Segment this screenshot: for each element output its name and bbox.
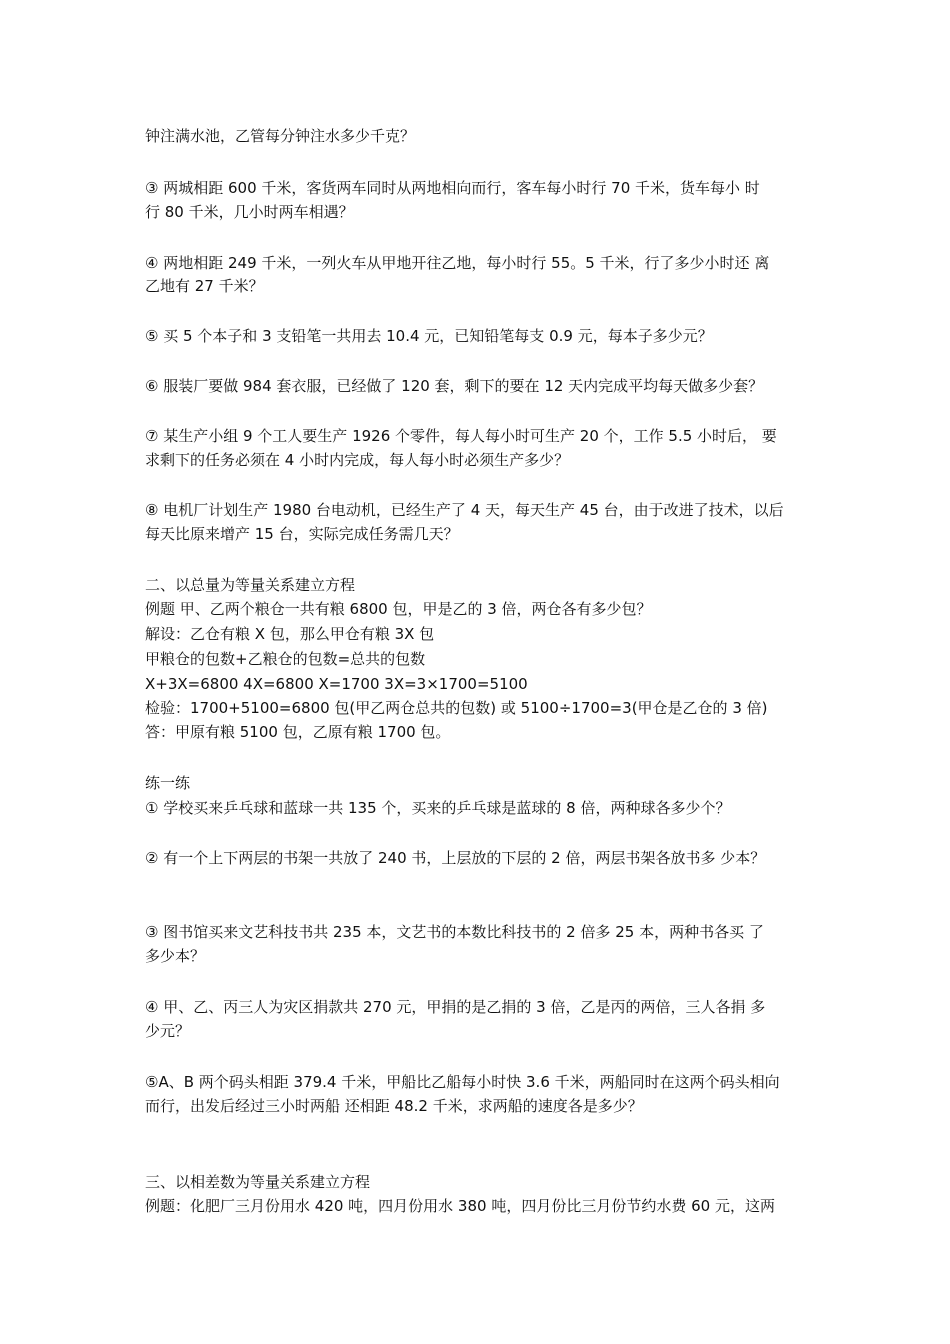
text-line: 求剩下的任务必须在 4 小时内完成，每人每小时必须生产多少？ bbox=[145, 451, 570, 469]
text-line: 多少本？ bbox=[145, 947, 206, 965]
section-heading: 二、以总量为等量关系建立方程 bbox=[145, 576, 356, 594]
text-line: ⑤ 买 5 个本子和 3 支铅笔一共用去 10.4 元，已知铅笔每支 0.9 元，每本子多少元？ bbox=[145, 327, 713, 345]
text-line: ② 有一个上下两层的书架一共放了 240 书，上层放的下层的 2 倍，两层书架各放书多 少本？ bbox=[145, 849, 766, 867]
text-line: 甲粮仓的包数+乙粮仓的包数=总共的包数 bbox=[145, 650, 426, 668]
text-line: ① 学校买来乒乓球和蓝球一共 135 个，买来的乒乓球是蓝球的 8 倍，两种球各多少个？ bbox=[145, 799, 731, 817]
text-line: ⑥ 服装厂要做 984 套衣服，已经做了 120 套，剩下的要在 12 天内完成平均每天做多少套？ bbox=[145, 377, 764, 395]
text-line: 钟注满水池，乙管每分钟注水多少千克？ bbox=[145, 127, 416, 145]
text-line: ⑤A、B 两个码头相距 379.4 千米，甲船比乙船每小时快 3.6 千米，两船同时在这两个码头相向 bbox=[145, 1073, 780, 1091]
text-line: 每天比原来增产 15 台，实际完成任务需几天？ bbox=[145, 525, 459, 543]
text-line: 而行，出发后经过三小时两船 还相距 48.2 千米，求两船的速度各是多少？ bbox=[145, 1097, 643, 1115]
text-line: 少元？ bbox=[145, 1022, 191, 1040]
text-line: 检验：1700+5100=6800 包(甲乙两仓总共的包数) 或 5100÷1700=3(甲仓是乙仓的 3 倍) bbox=[145, 699, 768, 717]
text-line: ③ 两城相距 600 千米，客货两车同时从两地相向而行，客车每小时行 70 千米，货车每小 时 bbox=[145, 179, 760, 197]
text-line: ④ 两地相距 249 千米，一列火车从甲地开往乙地，每小时行 55。5 千米，行了多少小时还 离 bbox=[145, 254, 770, 272]
section-heading: 三、以相差数为等量关系建立方程 bbox=[145, 1173, 371, 1191]
equation-line: X+3X=6800 4X=6800 X=1700 3X=3×1700=5100 bbox=[145, 675, 528, 693]
text-line: 乙地有 27 千米？ bbox=[145, 277, 264, 295]
section-heading: 练一练 bbox=[145, 774, 191, 792]
text-line: 例题 甲、乙两个粮仓一共有粮 6800 包，甲是乙的 3 倍，两仓各有多少包？ bbox=[145, 600, 652, 618]
text-line: 行 80 千米，几小时两车相遇？ bbox=[145, 203, 354, 221]
text-line: ③ 图书馆买来文艺科技书共 235 本，文艺书的本数比科技书的 2 倍多 25 本，两种书各买 了 bbox=[145, 923, 764, 941]
text-line: ⑦ 某生产小组 9 个工人要生产 1926 个零件，每人每小时可生产 20 个，工作 5.5 小时后， 要 bbox=[145, 427, 777, 445]
text-line: 答：甲原有粮 5100 包，乙原有粮 1700 包。 bbox=[145, 723, 451, 741]
text-line: 例题：化肥厂三月份用水 420 吨，四月份用水 380 吨，四月份比三月份节约水费 60 元，这两 bbox=[145, 1197, 775, 1215]
text-line: ⑧ 电机厂计划生产 1980 台电动机，已经生产了 4 天，每天生产 45 台，由于改进了技术，以后 bbox=[145, 501, 784, 519]
text-line: 解设：乙仓有粮 X 包，那么甲仓有粮 3X 包 bbox=[145, 625, 435, 643]
text-line: ④ 甲、乙、丙三人为灾区捐款共 270 元，甲捐的是乙捐的 3 倍，乙是丙的两倍，三人各捐 多 bbox=[145, 998, 766, 1016]
